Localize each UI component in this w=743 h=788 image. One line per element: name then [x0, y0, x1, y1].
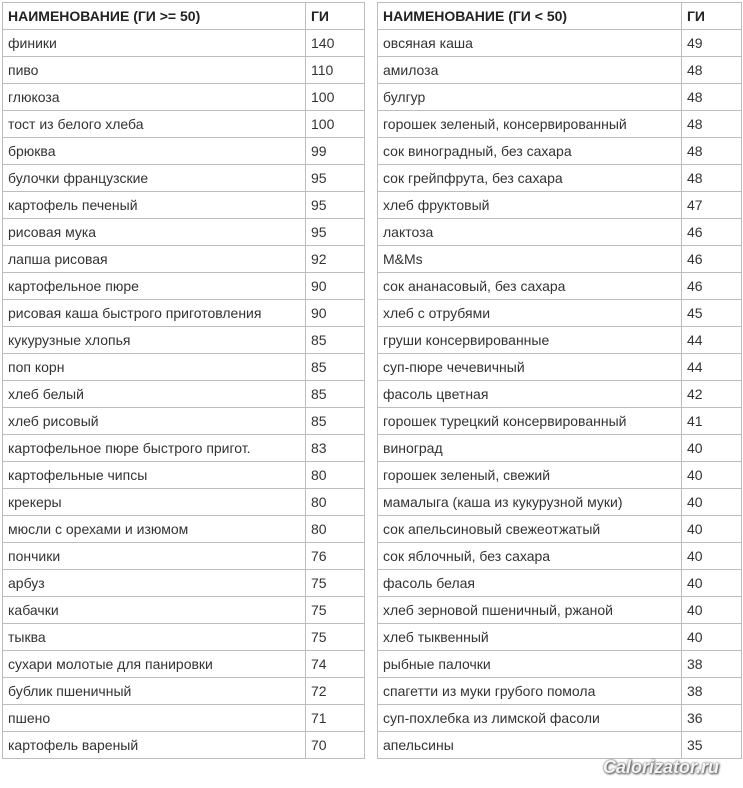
- gi-value-cell: 48: [682, 165, 742, 192]
- gi-value-cell: 40: [682, 624, 742, 651]
- table-row: [378, 111, 742, 138]
- food-name-cell: картофельные чипсы: [3, 462, 306, 489]
- gi-value-cell: 72: [306, 678, 365, 705]
- gi-value-cell: 35: [682, 732, 742, 759]
- table-header-row: [3, 3, 365, 30]
- gi-value-cell: 41: [682, 408, 742, 435]
- column-header-name: НАИМЕНОВАНИЕ (ГИ < 50): [378, 3, 682, 30]
- table-row: [3, 381, 365, 408]
- table-row: [378, 165, 742, 192]
- gi-value-cell: 40: [682, 570, 742, 597]
- table-row: [378, 300, 742, 327]
- gi-value-cell: 85: [306, 354, 365, 381]
- table-row: [378, 327, 742, 354]
- food-name-cell: горошек зеленый, консервированный: [378, 111, 682, 138]
- food-name-cell: бублик пшеничный: [3, 678, 306, 705]
- gi-value-cell: 40: [682, 516, 742, 543]
- food-name-cell: овсяная каша: [378, 30, 682, 57]
- food-name-cell: хлеб зерновой пшеничный, ржаной: [378, 597, 682, 624]
- gi-value-cell: 92: [306, 246, 365, 273]
- food-name-cell: пиво: [3, 57, 306, 84]
- gi-value-cell: 71: [306, 705, 365, 732]
- table-row: [378, 516, 742, 543]
- table-row: [3, 597, 365, 624]
- table-row: [3, 138, 365, 165]
- food-name-cell: фасоль белая: [378, 570, 682, 597]
- table-row: [3, 516, 365, 543]
- table-row: [3, 273, 365, 300]
- food-name-cell: пшено: [3, 705, 306, 732]
- table-row: [378, 273, 742, 300]
- table-row: [3, 300, 365, 327]
- food-name-cell: хлеб рисовый: [3, 408, 306, 435]
- food-name-cell: крекеры: [3, 489, 306, 516]
- table-header-row: [378, 3, 742, 30]
- food-name-cell: картофельное пюре: [3, 273, 306, 300]
- table-body: [378, 30, 742, 759]
- table-row: [3, 327, 365, 354]
- gi-value-cell: 74: [306, 651, 365, 678]
- gi-value-cell: 83: [306, 435, 365, 462]
- food-name-cell: хлеб с отрубями: [378, 300, 682, 327]
- table-row: [3, 732, 365, 759]
- column-header-gi: ГИ: [306, 3, 365, 30]
- table-row: [3, 111, 365, 138]
- table-row: [3, 408, 365, 435]
- gi-value-cell: 76: [306, 543, 365, 570]
- food-name-cell: сок ананасовый, без сахара: [378, 273, 682, 300]
- table-row: [378, 381, 742, 408]
- table-row: [3, 57, 365, 84]
- column-header-name: НАИМЕНОВАНИЕ (ГИ >= 50): [3, 3, 306, 30]
- table-row: [378, 30, 742, 57]
- food-name-cell: булочки французские: [3, 165, 306, 192]
- food-name-cell: сок виноградный, без сахара: [378, 138, 682, 165]
- gi-value-cell: 38: [682, 678, 742, 705]
- table-row: [378, 57, 742, 84]
- table-row: [3, 246, 365, 273]
- food-name-cell: сок яблочный, без сахара: [378, 543, 682, 570]
- food-name-cell: горошек турецкий консервированный: [378, 408, 682, 435]
- gi-value-cell: 110: [306, 57, 365, 84]
- gi-value-cell: 48: [682, 57, 742, 84]
- food-name-cell: тост из белого хлеба: [3, 111, 306, 138]
- food-name-cell: сок грейпфрута, без сахара: [378, 165, 682, 192]
- table-row: [378, 138, 742, 165]
- food-name-cell: картофельное пюре быстрого пригот.: [3, 435, 306, 462]
- food-name-cell: амилоза: [378, 57, 682, 84]
- table-row: [3, 651, 365, 678]
- food-name-cell: виноград: [378, 435, 682, 462]
- gi-value-cell: 40: [682, 489, 742, 516]
- gi-value-cell: 80: [306, 516, 365, 543]
- table-row: [378, 435, 742, 462]
- gi-value-cell: 75: [306, 570, 365, 597]
- food-name-cell: булгур: [378, 84, 682, 111]
- gi-value-cell: 46: [682, 219, 742, 246]
- gi-value-cell: 40: [682, 435, 742, 462]
- food-name-cell: пончики: [3, 543, 306, 570]
- gi-value-cell: 140: [306, 30, 365, 57]
- gi-value-cell: 46: [682, 246, 742, 273]
- gi-value-cell: 48: [682, 84, 742, 111]
- gi-value-cell: 90: [306, 273, 365, 300]
- food-name-cell: тыква: [3, 624, 306, 651]
- gi-value-cell: 45: [682, 300, 742, 327]
- gi-value-cell: 44: [682, 327, 742, 354]
- food-name-cell: глюкоза: [3, 84, 306, 111]
- table-row: [378, 678, 742, 705]
- gi-table-low: [377, 2, 742, 759]
- gi-value-cell: 46: [682, 273, 742, 300]
- table-row: [378, 192, 742, 219]
- gi-value-cell: 100: [306, 84, 365, 111]
- watermark-logo: Calorizator.ru: [602, 757, 719, 777]
- table-row: [3, 219, 365, 246]
- food-name-cell: лапша рисовая: [3, 246, 306, 273]
- food-name-cell: суп-пюре чечевичный: [378, 354, 682, 381]
- table-row: [378, 354, 742, 381]
- food-name-cell: картофель печеный: [3, 192, 306, 219]
- table-row: [3, 435, 365, 462]
- gi-value-cell: 99: [306, 138, 365, 165]
- column-header-gi: ГИ: [682, 3, 742, 30]
- gi-table-high: [2, 2, 365, 759]
- food-name-cell: суп-похлебка из лимской фасоли: [378, 705, 682, 732]
- table-row: [378, 705, 742, 732]
- gi-value-cell: 75: [306, 624, 365, 651]
- gi-value-cell: 40: [682, 543, 742, 570]
- gi-value-cell: 38: [682, 651, 742, 678]
- table-row: [3, 624, 365, 651]
- gi-value-cell: 95: [306, 165, 365, 192]
- table-row: [378, 570, 742, 597]
- gi-value-cell: 85: [306, 381, 365, 408]
- food-name-cell: кукурузные хлопья: [3, 327, 306, 354]
- table-row: [378, 489, 742, 516]
- table-row: [3, 543, 365, 570]
- table-row: [378, 651, 742, 678]
- table-row: [378, 462, 742, 489]
- gi-value-cell: 80: [306, 489, 365, 516]
- table-row: [3, 462, 365, 489]
- food-name-cell: груши консервированные: [378, 327, 682, 354]
- food-name-cell: фасоль цветная: [378, 381, 682, 408]
- table-row: [3, 489, 365, 516]
- table-row: [378, 624, 742, 651]
- gi-value-cell: 85: [306, 408, 365, 435]
- table-row: [378, 84, 742, 111]
- table-row: [3, 30, 365, 57]
- gi-value-cell: 70: [306, 732, 365, 759]
- gi-value-cell: 49: [682, 30, 742, 57]
- food-name-cell: арбуз: [3, 570, 306, 597]
- table-body: [3, 30, 365, 759]
- gi-value-cell: 48: [682, 111, 742, 138]
- food-name-cell: кабачки: [3, 597, 306, 624]
- gi-value-cell: 95: [306, 219, 365, 246]
- food-name-cell: лактоза: [378, 219, 682, 246]
- gi-value-cell: 36: [682, 705, 742, 732]
- food-name-cell: хлеб фруктовый: [378, 192, 682, 219]
- table-row: [3, 192, 365, 219]
- table-row: [378, 543, 742, 570]
- table-row: [378, 246, 742, 273]
- table-row: [3, 705, 365, 732]
- food-name-cell: хлеб тыквенный: [378, 624, 682, 651]
- food-name-cell: финики: [3, 30, 306, 57]
- gi-value-cell: 75: [306, 597, 365, 624]
- table-row: [378, 597, 742, 624]
- table-row: [378, 732, 742, 759]
- food-name-cell: хлеб белый: [3, 381, 306, 408]
- food-name-cell: спагетти из муки грубого помола: [378, 678, 682, 705]
- gi-value-cell: 40: [682, 597, 742, 624]
- gi-value-cell: 90: [306, 300, 365, 327]
- gi-value-cell: 95: [306, 192, 365, 219]
- gi-value-cell: 85: [306, 327, 365, 354]
- food-name-cell: горошек зеленый, свежий: [378, 462, 682, 489]
- table-row: [3, 678, 365, 705]
- gi-value-cell: 48: [682, 138, 742, 165]
- gi-value-cell: 100: [306, 111, 365, 138]
- table-row: [3, 570, 365, 597]
- gi-value-cell: 80: [306, 462, 365, 489]
- table-row: [3, 354, 365, 381]
- table-row: [378, 219, 742, 246]
- food-name-cell: рыбные палочки: [378, 651, 682, 678]
- food-name-cell: мюсли с орехами и изюмом: [3, 516, 306, 543]
- food-name-cell: поп корн: [3, 354, 306, 381]
- food-name-cell: M&Ms: [378, 246, 682, 273]
- food-name-cell: картофель вареный: [3, 732, 306, 759]
- food-name-cell: сухари молотые для панировки: [3, 651, 306, 678]
- gi-value-cell: 40: [682, 462, 742, 489]
- food-name-cell: брюква: [3, 138, 306, 165]
- food-name-cell: рисовая мука: [3, 219, 306, 246]
- gi-value-cell: 44: [682, 354, 742, 381]
- table-row: [378, 408, 742, 435]
- table-row: [3, 165, 365, 192]
- food-name-cell: рисовая каша быстрого приготовления: [3, 300, 306, 327]
- gi-value-cell: 47: [682, 192, 742, 219]
- food-name-cell: сок апельсиновый свежеотжатый: [378, 516, 682, 543]
- food-name-cell: апельсины: [378, 732, 682, 759]
- table-row: [3, 84, 365, 111]
- food-name-cell: мамалыга (каша из кукурузной муки): [378, 489, 682, 516]
- gi-value-cell: 42: [682, 381, 742, 408]
